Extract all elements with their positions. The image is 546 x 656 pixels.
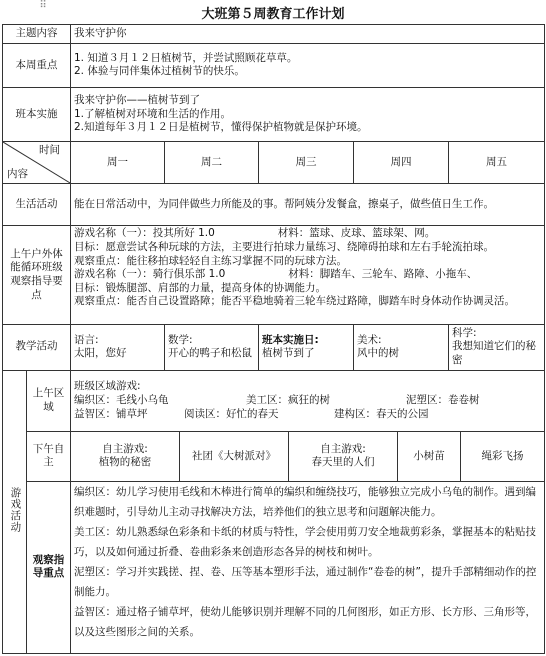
afternoon-item: 绳彩飞扬 bbox=[481, 449, 524, 462]
games-morning-label: 上午区域 bbox=[27, 370, 71, 431]
observe-paragraph: 美工区：幼儿熟悉绿色彩条和卡纸的材质与特性，学会使用剪刀安全地裁剪彩条，掌握基本的粘贴技巧，以及如何通过折叠、卷曲彩条来创造形态各异的树枝和树叶。 bbox=[74, 525, 536, 558]
observe-paragraph: 泥塑区：学习并实践搓、捏、卷、压等基本塑形手法，通过制作“卷卷的树”，提升手部精细动作的控制能力。 bbox=[74, 565, 537, 598]
afternoon-item: 自主游戏: 植物的秘密 bbox=[71, 432, 180, 481]
header-day: 周四 bbox=[354, 142, 449, 184]
header-corner bbox=[3, 142, 71, 184]
drag-handle-icon[interactable]: ⠿ bbox=[39, 0, 47, 11]
games-afternoon-content bbox=[71, 431, 545, 481]
header-time: 时间 bbox=[39, 144, 60, 157]
observe-paragraph: 益智区：通过格子铺草坪，使幼儿能够识别并理解不同的几何图形，如正方形、长方形、三角形等，以及这些图形之间的关系。 bbox=[74, 605, 536, 638]
class-practice-line: 2.知道每年３月１２日是植树节，懂得保护植物就是保护环境。 bbox=[74, 121, 368, 134]
games-label: 游戏活动 bbox=[3, 370, 27, 653]
observe-paragraph: 编织区：幼儿学习使用毛线和木棒进行简单的编织和缠绕技巧，能够独立完成小乌龟的制作。遇到编织难题时，引导幼儿主动寻找解决方法，培养他们的独立思考和问题解决能力。 bbox=[74, 485, 536, 518]
page-title: 大班第５周教育工作计划 bbox=[201, 7, 345, 22]
life-label: 生活活动 bbox=[3, 184, 71, 226]
row-focus bbox=[3, 43, 545, 87]
outdoor-line: 目标：愿意尝试各种玩球的方法，主要进行拍球力量练习、绕障碍拍球和左右手轮流拍球。 bbox=[74, 240, 494, 253]
games-observe-content bbox=[71, 481, 545, 653]
afternoon-item: 社团《大树派对》 bbox=[180, 432, 289, 481]
header-content: 内容 bbox=[7, 167, 28, 180]
class-practice-line: 1.了解植树对环境和生活的作用。 bbox=[74, 107, 232, 120]
focus-label: 本周重点 bbox=[3, 43, 71, 87]
teaching-label: 教学活动 bbox=[3, 324, 71, 370]
class-practice-content bbox=[71, 87, 545, 142]
teaching-item: 数学: 开心的鸭子和松鼠 bbox=[165, 324, 259, 370]
row-games-afternoon bbox=[3, 431, 545, 481]
row-class-practice bbox=[3, 87, 545, 142]
life-text: 能在日常活动中，为同伴做些力所能及的事。帮阿姨分发餐盒，擦桌子，做些值日生工作。 bbox=[71, 184, 545, 226]
outdoor-line: 目标：锻炼腿部、肩部的力量，提高身体的协调能力。 bbox=[74, 281, 326, 294]
afternoon-item: 小树苗 bbox=[398, 432, 461, 481]
afternoon-item: 自主游戏: 春天里的人们 bbox=[289, 432, 398, 481]
games-observe-label: 观察指导重点 bbox=[27, 481, 71, 653]
row-games-observe bbox=[3, 481, 545, 653]
teaching-item: 语言: 太阳，您好 bbox=[71, 324, 165, 370]
outdoor-line: 游戏名称（一）：投其所好 1.0 材料：篮球、皮球、篮球架、网。 bbox=[74, 227, 436, 240]
row-life bbox=[3, 184, 545, 226]
header-day: 周二 bbox=[165, 142, 259, 184]
class-practice-label: 班本实施 bbox=[3, 87, 71, 142]
header-day: 周一 bbox=[71, 142, 165, 184]
theme-label: 主题内容 bbox=[3, 25, 71, 44]
row-games-morning bbox=[3, 370, 545, 431]
header-day: 周三 bbox=[259, 142, 354, 184]
teaching-item: 科学: 我想知道它们的秘密 bbox=[449, 324, 545, 370]
row-outdoor bbox=[3, 226, 545, 325]
header-day: 周五 bbox=[449, 142, 545, 184]
focus-content bbox=[71, 43, 545, 87]
focus-line: 1. 知道３月１２日植树节，并尝试照顾花草草。 bbox=[74, 51, 298, 64]
outdoor-line: 观察重点：能往移拍球轻轻自主练习掌握不同的玩球方法。 bbox=[74, 254, 347, 267]
teaching-item: 美术: 风中的树 bbox=[354, 324, 449, 370]
row-header bbox=[3, 142, 545, 184]
row-teaching bbox=[3, 324, 545, 370]
outdoor-label: 上午户外体能循环班级观察指导要点 bbox=[3, 226, 71, 325]
games-afternoon-label: 下午自主 bbox=[27, 431, 71, 481]
row-theme bbox=[3, 25, 545, 44]
games-morning-content: 班级区域游戏: 编织区：毛线小乌龟 美工区：疯狂的树 泥塑区：卷卷树 益智区：铺草坪 阅读区：好忙的春天 建构区：春天的公园 bbox=[71, 370, 545, 431]
outdoor-content bbox=[71, 226, 545, 325]
outdoor-line: 游戏名称（一）：骑行俱乐部 1.0 材料：脚踏车、三轮车、路障、小拖车、 bbox=[74, 268, 478, 281]
focus-line: 2. 体验与同伴集体过植树节的快乐。 bbox=[74, 65, 245, 78]
theme-value: 我来守护你 bbox=[71, 25, 545, 44]
plan-table bbox=[2, 24, 545, 654]
outdoor-line: 观察重点：能否自己设置路障；能否平稳地骑着三轮车绕过路障，脚踏车时身体动作协调灵活。 bbox=[74, 295, 515, 308]
teaching-item: 班本实施日: 植树节到了 bbox=[259, 324, 354, 370]
class-practice-line: 我来守护你——植树节到了 bbox=[74, 94, 200, 107]
